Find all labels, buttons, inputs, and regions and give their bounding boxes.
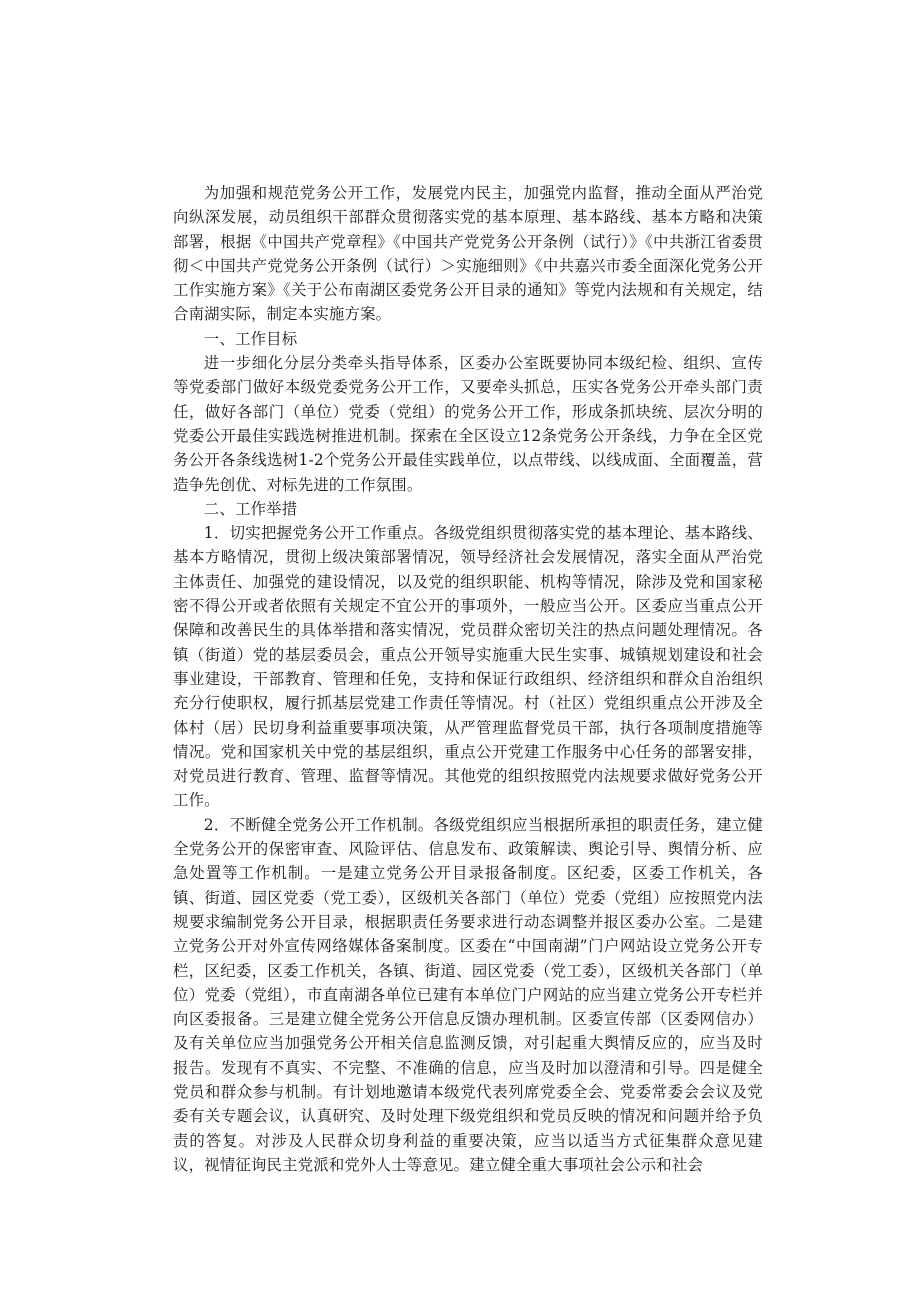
section-heading-measures: 二、工作举措 xyxy=(203,499,298,518)
measure-2-paragraph: 2．不断健全党务公开工作机制。各级党组织应当根据所承担的职责任务，建立健全党务公开的保密审查、风险评估、信息发布、政策解读、舆论引导、舆情分析、应急处置等工作机制。一是建立党务公开目录报备制度。区纪委，区委工作机关，各镇、街道、园区党委（党工委），区级机关各部门（单位）党委（党组）应按照党内法规要求编制党务公开目录，根据职责任务要求进行动态调整并报区委办公室。二是建立党务公开对外宣传网络媒体备案制度。区委在“中国南湖”门户网站设立党务公开专栏，区纪委，区委工作机关，各镇、街道、园区党委（党工委），区级机关各部门（单位）党委（党组），市直南湖各单位已建有本单位门户网站的应当建立党务公开专栏并向区委报备。三是建立健全党务公开信息反馈办理机制。区委宣传部（区委网信办）及有关单位应当加强党务公开相关信息监测反馈，对引起重大舆情反应的，应当及时报告。发现有不真实、不完整、不准确的信息，应当及时加以澄清和引导。四是健全党员和群众参与机制。有计划地邀请本级党代表列席党委全会、党委常委会会议及党委有关专题会议，认真研究、及时处理下级党组织和党员反映的情况和问题并给予负责的答复。对涉及人民群众切身利益的重要决策，应当以适当方式征集群众意见建议，视情征询民主党派和党外人士等意见。建立健全重大事项社会公示和社会 xyxy=(173,815,763,1174)
measure-1-paragraph: 1．切实把握党务公开工作重点。各级党组织贯彻落实党的基本理论、基本路线、基本方略情况，贯彻上级决策部署情况，领导经济社会发展情况，落实全面从严治党主体责任、加强党的建设情况，以及党的组织职能、机构等情况，除涉及党和国家秘密不得公开或者依照有关规定不宜公开的事项外，一般应当公开。区委应当重点公开保障和改善民生的具体举措和落实情况，党员群众密切关注的热点问题处理情况。各镇（街道）党的基层委员会，重点公开领导实施重大民生实事、城镇规划建设和社会事业建设，干部教育、管理和任免，支持和保证行政组织、经济组织和群众自治组织充分行使职权，履行抓基层党建工作责任等情况。村（社区）党组织重点公开涉及全体村（居）民切身利益重要事项决策，从严管理监督党员干部，执行各项制度措施等情况。党和国家机关中党的基层组织，重点公开党建工作服务中心任务的部署安排，对党员进行教育、管理、监督等情况。其他党的组织按照党内法规要求做好党务公开工作。 xyxy=(173,524,763,810)
intro-paragraph: 为加强和规范党务公开工作，发展党内民主，加强党内监督，推动全面从严治党向纵深发展，动员组织干部群众贯彻落实党的基本原理、基本路线、基本方略和决策部署，根据《中国共产党章程》《中国共产党党务公开条例（试行）》《中共浙江省委贯彻＜中国共产党党务公开条例（试行）＞实施细则》《中共嘉兴市委全面深化党务公开工作实施方案》《关于公布南湖区委党务公开目录的通知》等党内法规和有关规定，结合南湖实际，制定本实施方案。 xyxy=(173,184,763,324)
document-page xyxy=(173,181,763,1177)
goals-paragraph: 进一步细化分层分类牵头指导体系，区委办公室既要协同本级纪检、组织、宣传等党委部门做好本级党委党务公开工作，又要牵头抓总，压实各党务公开牵头部门责任，做好各部门（单位）党委（党组）的党务公开工作，形成条抓块统、层次分明的党委公开最佳实践选树推进机制。探索在全区设立12条党务公开条线，力争在全区党务公开各条线选树1-2个党务公开最佳实践单位，以点带线、以线成面、全面覆盖，营造争先创优、对标先进的工作氛围。 xyxy=(173,354,763,494)
section-heading-goals: 一、工作目标 xyxy=(203,329,298,348)
